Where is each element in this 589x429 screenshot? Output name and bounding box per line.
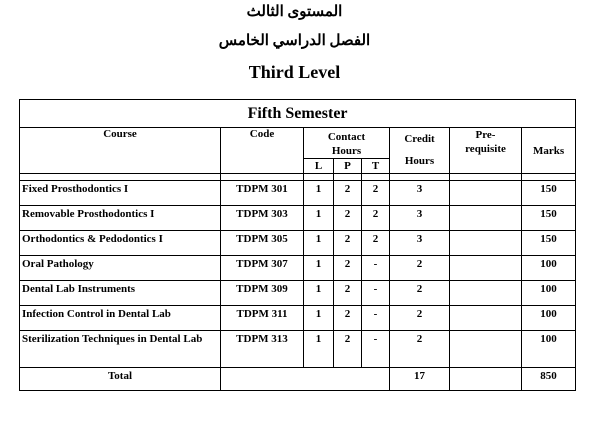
course-name: Orthodontics & Pedodontics I (20, 231, 221, 256)
prerequisite (450, 306, 522, 331)
tutorial-hours: - (362, 306, 390, 331)
credit-hours: 2 (390, 306, 450, 331)
lecture-hours: 1 (304, 331, 334, 368)
col-t: T (362, 159, 390, 174)
marks: 100 (522, 331, 576, 368)
col-credit-line2: Hours (404, 155, 435, 167)
col-p: P (334, 159, 362, 174)
course-code: TDPM 301 (221, 181, 304, 206)
col-prereq-line1: Pre- (475, 129, 496, 141)
marks: 150 (522, 231, 576, 256)
table-row (20, 206, 576, 231)
credit-hours: 2 (390, 331, 450, 368)
table-row (20, 331, 576, 368)
arabic-title-semester: الفصل الدراسي الخامس (218, 33, 371, 49)
practical-hours: 2 (334, 331, 362, 368)
tutorial-hours: 2 (362, 181, 390, 206)
total-label: Total (20, 368, 221, 391)
practical-hours: 2 (334, 231, 362, 256)
col-l: L (304, 159, 334, 174)
total-credit: 17 (390, 368, 450, 391)
lecture-hours: 1 (304, 306, 334, 331)
col-code: Code (221, 128, 304, 174)
lecture-hours: 1 (304, 206, 334, 231)
course-code: TDPM 305 (221, 231, 304, 256)
table-row (20, 281, 576, 306)
credit-hours: 2 (390, 281, 450, 306)
prerequisite (450, 331, 522, 368)
marks: 100 (522, 281, 576, 306)
col-contact-hours-line1: Contact (327, 131, 366, 143)
lecture-hours: 1 (304, 256, 334, 281)
marks: 100 (522, 256, 576, 281)
lecture-hours: 1 (304, 231, 334, 256)
practical-hours: 2 (334, 181, 362, 206)
col-credit-line1: Credit (404, 133, 435, 145)
arabic-title-level: المستوى الثالث (246, 4, 343, 20)
marks: 150 (522, 206, 576, 231)
prerequisite (450, 281, 522, 306)
course-code: TDPM 311 (221, 306, 304, 331)
lecture-hours: 1 (304, 281, 334, 306)
course-code: TDPM 303 (221, 206, 304, 231)
course-name: Fixed Prosthodontics I (20, 181, 221, 206)
credit-hours: 2 (390, 256, 450, 281)
total-row (20, 368, 576, 391)
course-name: Infection Control in Dental Lab (20, 306, 221, 331)
course-name: Dental Lab Instruments (20, 281, 221, 306)
spacer-row (20, 174, 576, 181)
course-name: Removable Prosthodontics I (20, 206, 221, 231)
credit-hours: 3 (390, 181, 450, 206)
practical-hours: 2 (334, 306, 362, 331)
prerequisite (450, 256, 522, 281)
tutorial-hours: - (362, 331, 390, 368)
tutorial-hours: - (362, 256, 390, 281)
tutorial-hours: 2 (362, 206, 390, 231)
practical-hours: 2 (334, 206, 362, 231)
tutorial-hours: 2 (362, 231, 390, 256)
course-name: Oral Pathology (20, 256, 221, 281)
lecture-hours: 1 (304, 181, 334, 206)
tutorial-hours: - (362, 281, 390, 306)
total-marks: 850 (522, 368, 576, 391)
prerequisite (450, 181, 522, 206)
practical-hours: 2 (334, 256, 362, 281)
total-prereq-empty (450, 368, 522, 391)
col-contact-hours-line2: Hours (331, 145, 362, 157)
credit-hours: 3 (390, 206, 450, 231)
practical-hours: 2 (334, 281, 362, 306)
marks: 100 (522, 306, 576, 331)
level-title: Third Level (248, 62, 341, 82)
total-empty (221, 368, 390, 391)
col-prerequisite (450, 128, 522, 174)
course-code: TDPM 309 (221, 281, 304, 306)
course-table (19, 99, 576, 391)
course-name: Sterilization Techniques in Dental Lab (20, 331, 221, 368)
prerequisite (450, 206, 522, 231)
col-prereq-line2: requisite (465, 143, 506, 155)
course-code: TDPM 313 (221, 331, 304, 368)
course-code: TDPM 307 (221, 256, 304, 281)
credit-hours: 3 (390, 231, 450, 256)
table-row (20, 181, 576, 206)
col-marks: Marks (522, 128, 576, 174)
col-course: Course (20, 128, 221, 174)
col-credit-hours (390, 128, 450, 174)
semester-title: Fifth Semester (20, 100, 576, 128)
table-row (20, 231, 576, 256)
marks: 150 (522, 181, 576, 206)
table-row (20, 256, 576, 281)
prerequisite (450, 231, 522, 256)
table-row (20, 306, 576, 331)
col-contact-hours (304, 128, 390, 159)
